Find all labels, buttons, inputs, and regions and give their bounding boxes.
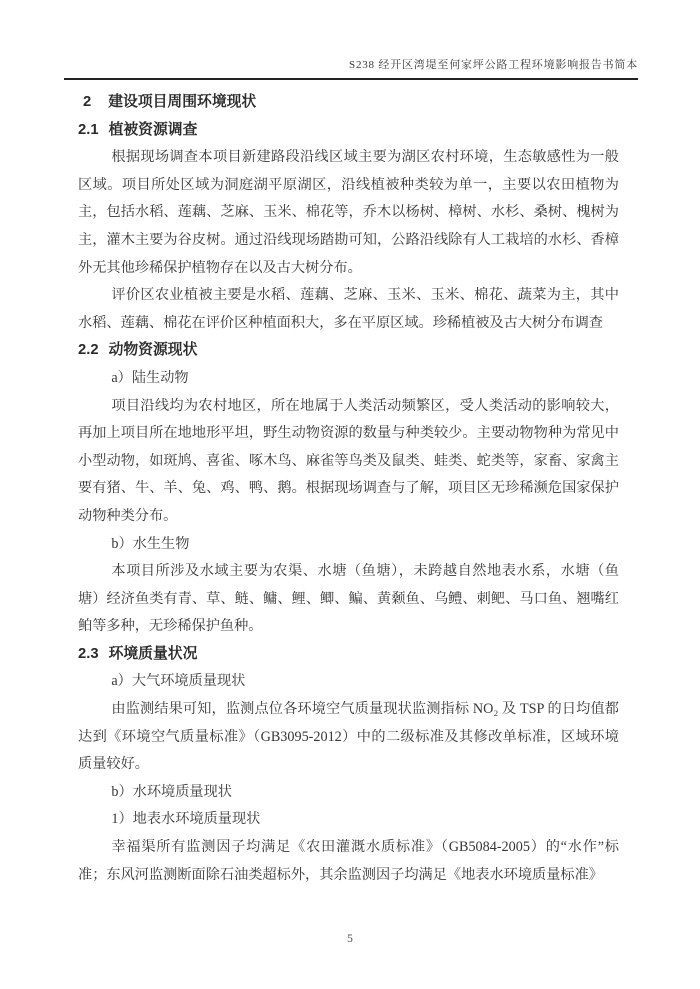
paragraph-surface-water-quality: 幸福渠所有监测因子均满足《农田灌溉水质标准》（GB5084-2005）的“水作”标准；东风河监测断面除石油类超标外，其余监测因子均满足《地表水环境质量标准》 — [78, 839, 619, 883]
running-header-title: S238 经开区湾堤至何家坪公路工程环境影响报告书简本 — [349, 59, 638, 71]
list-label-surface-water-quality: 1）地表水环境质量现状 — [111, 811, 261, 828]
subsection-number: 2.3 — [78, 645, 99, 662]
subsection-heading-2-3 — [78, 641, 619, 669]
section-title: 建设项目周围环境现状 — [108, 94, 257, 110]
subsection-heading-2-2 — [78, 337, 619, 365]
subsection-title: 环境质量状况 — [108, 645, 198, 662]
page-footer — [0, 933, 700, 945]
paragraph-agricultural-vegetation: 评价区农业植被主要是水稻、莲藕、芝麻、玉米、玉米、棉花、蔬菜为主，其中水稻、莲藕、棉花在评价区种植面积大，多在平原区域。珍稀植被及古大树分布调查 — [78, 287, 619, 331]
page-header — [64, 0, 638, 80]
paragraph-terrestrial-animals: 项目沿线均为农村地区，所在地属于人类活动频繁区，受人类活动的影响较大，再加上项目所在地地形平坦，野生动物资源的数量与种类较少。主要动物物种为常见中小型动物，如斑鸠、喜雀、啄木鸟、麻雀等鸟类及鼠类、蛙类、蛇类等，家畜、家禽主要有猪、牛、羊、兔、鸡、鸭、鹅。根据现场调查与了解，项目区无珍稀濒危国家保护动物种类分布。 — [78, 397, 619, 524]
subsection-number: 2.2 — [78, 342, 99, 359]
paragraph-aquatic-life: 本项目所涉及水域主要为农渠、水塘（鱼塘），未跨越自然地表水系，水塘（鱼塘）经济鱼类有青、草、鲢、鳙、鲤、鲫、鳊、黄颡鱼、乌鳢、刺鲃、马口鱼、翘嘴红鲌等多种，无珍稀保护鱼种。 — [78, 563, 619, 635]
section-heading-2 — [83, 89, 619, 117]
paragraph-air-quality: 由监测结果可知，监测点位各环境空气质量现状监测指标 NO₂ 及 TSP 的日均值都达到《环境空气质量标准》（GB3095-2012）中的二级标准及其修改单标准，区域环境质量较好。 — [78, 701, 619, 773]
list-label-terrestrial-animals: a）陆生动物 — [111, 369, 189, 386]
page-number: 5 — [347, 933, 353, 945]
document-body — [78, 89, 619, 889]
list-label-aquatic-life: b）水生生物 — [111, 535, 190, 552]
subsection-title: 动物资源现状 — [108, 342, 198, 359]
section-number: 2 — [83, 94, 92, 110]
paragraph-vegetation-survey: 根据现场调查本项目新建路段沿线区域主要为湖区农村环境，生态敏感性为一般区域。项目所处区域为洞庭湖平原湖区，沿线植被种类较为单一，主要以农田植物为主，包括水稻、莲藕、芝麻、玉米、棉花等，乔木以杨树、樟树、水杉、桑树、槐树为主，灌木主要为谷皮树。通过沿线现场踏勘可知，公路沿线除有人工栽培的水杉、香樟外无其他珍稀保护植物存在以及古大树分布。 — [78, 149, 619, 276]
subsection-number: 2.1 — [78, 121, 99, 138]
list-label-water-quality: b）水环境质量现状 — [111, 783, 232, 800]
subsection-title: 植被资源调查 — [108, 121, 198, 138]
subsection-heading-2-1 — [78, 117, 619, 145]
list-label-air-quality: a）大气环境质量现状 — [111, 673, 246, 690]
